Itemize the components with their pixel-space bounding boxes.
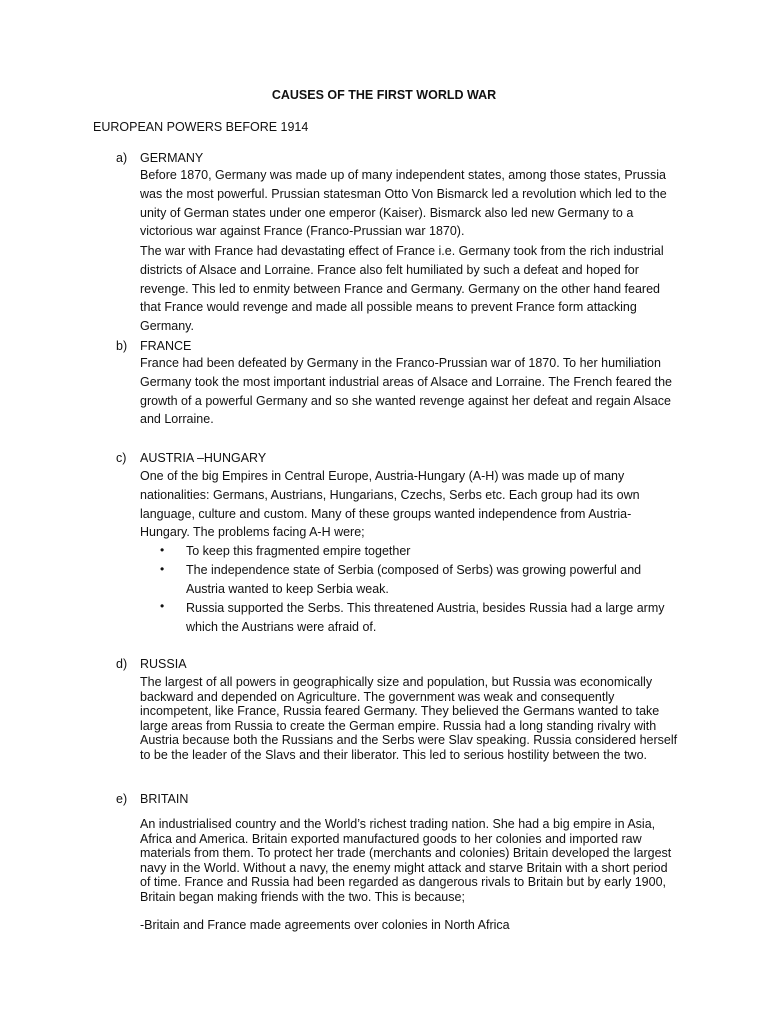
austria-hungary-bullet-1: To keep this fragmented empire together (186, 544, 411, 558)
russia-paragraph: The largest of all powers in geographically size and population, but Russia was economically backward and depended on Agriculture. The government was weak and consequently incompetent, like France, Russia feared Germany. They believed the Germans wanted to take large areas from Russia to create the German empire. Russia had a long standing rivalry with Austria because both the Russians and the Serbs were Slav speaking. Russia considered herself to be the leader of the Slavs and their liberator. This led to serious hostility between the two. (140, 675, 678, 762)
section-marker-germany: a) (116, 151, 128, 165)
section-heading-germany: GERMANY (140, 151, 204, 165)
document-subtitle: EUROPEAN POWERS BEFORE 1914 (93, 120, 309, 134)
section-marker-britain: e) (116, 792, 128, 806)
bullet-icon: • (160, 543, 165, 557)
section-marker-russia: d) (116, 657, 128, 671)
france-paragraph: France had been defeated by Germany in the Franco-Prussian war of 1870. To her humiliation Germany took the most important industrial areas of Alsace and Lorraine. The French feared the growth of a powerful Germany and so she wanted revenge against her defeat and regain Alsace and Lorraine. (140, 356, 672, 427)
section-heading-france: FRANCE (140, 339, 192, 353)
bullet-icon: • (160, 562, 165, 576)
britain-paragraph: An industrialised country and the World’s richest trading nation. She had a big empire in Asia, Africa and America. Britain exported manufactured goods to her colonies and imported raw materials from them. To protect her trade (merchants and colonies) Britain developed the largest navy in the World. Without a navy, the enemy might attack and starve Britain with a short period of time. France and Russia had been regarded as dangerous rivals to Britain but by early 1900, Britain began making friends with the two. This is because; (140, 817, 672, 904)
section-heading-austria-hungary: AUSTRIA –HUNGARY (140, 451, 267, 465)
austria-hungary-bullet-2: The independence state of Serbia (composed of Serbs) was growing powerful and Austria wanted to keep Serbia weak. (186, 563, 642, 596)
austria-hungary-bullet-3: Russia supported the Serbs. This threatened Austria, besides Russia had a large army which the Austrians were afraid of. (186, 601, 665, 634)
bullet-icon: • (160, 599, 165, 613)
germany-paragraph-1: Before 1870, Germany was made up of many independent states, among those states, Prussia was the most powerful. Prussian statesman Otto Von Bismarck led a revolution which led to the unity of German states under one emperor (Kaiser). Bismarck also led new Germany to a victorious war against France (Franco-Prussian war 1870). (140, 168, 667, 239)
germany-paragraph-2: The war with France had devastating effect of France i.e. Germany took from the rich industrial districts of Alsace and Lorraine. France also felt humiliated by such a defeat and hoped for revenge. This led to enmity between France and Germany. Germany on the other hand feared that France would revenge and made all possible means to prevent France form attacking Germany. (140, 244, 664, 334)
document-title: CAUSES OF THE FIRST WORLD WAR (271, 88, 497, 102)
britain-note: -Britain and France made agreements over colonies in North Africa (140, 918, 510, 932)
section-marker-austria-hungary: c) (116, 451, 127, 465)
austria-hungary-paragraph: One of the big Empires in Central Europe, Austria-Hungary (A-H) was made up of many nationalities: Germans, Austrians, Hungarians, Czechs, Serbs etc. Each group had its own language, culture and custom. Many of these groups wanted independence from Austria-Hungary. The problems facing A-H were; (140, 469, 640, 540)
section-heading-russia: RUSSIA (140, 657, 187, 671)
section-heading-britain: BRITAIN (140, 792, 189, 806)
section-marker-france: b) (116, 339, 128, 353)
